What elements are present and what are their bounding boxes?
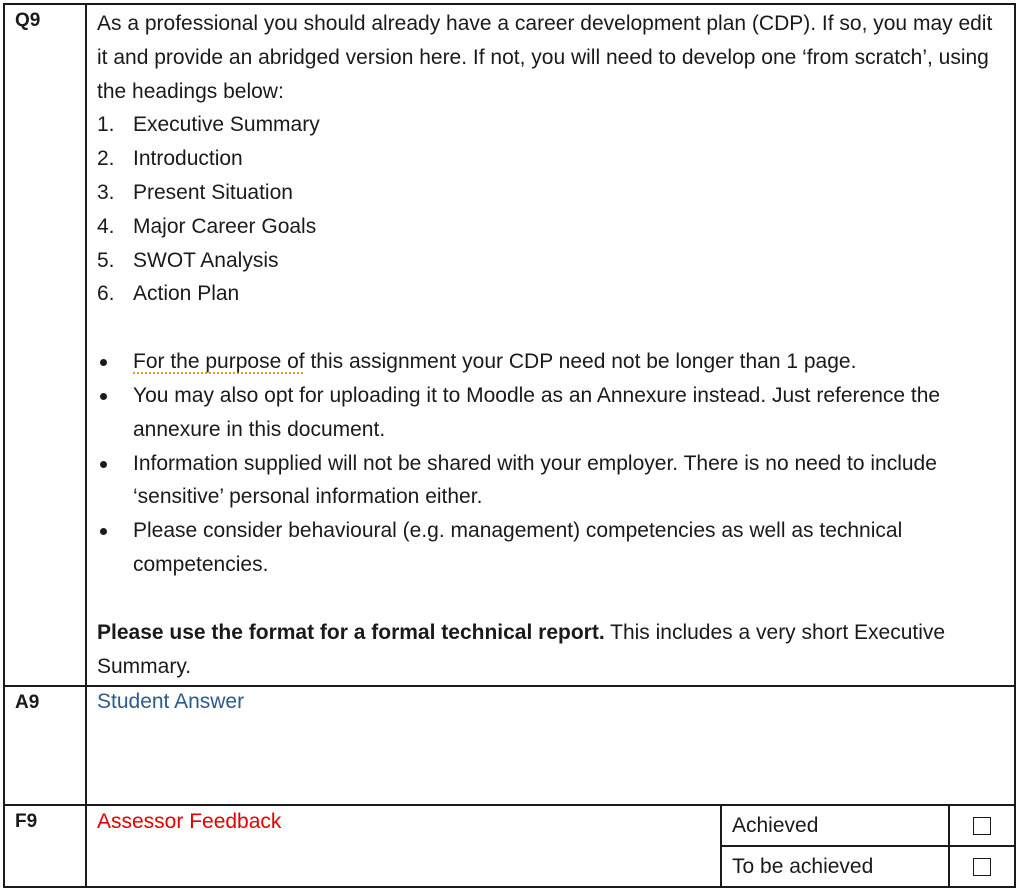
list-item-text: Action Plan	[133, 282, 240, 306]
list-number: 1.	[97, 113, 115, 137]
bullet-item	[97, 345, 1004, 379]
achieved-checkbox[interactable]	[973, 817, 991, 835]
bullet-text: You may also opt for uploading it to Moodle as an Annexure instead. Just reference the annexure in this document.	[133, 383, 941, 441]
list-number: 4.	[97, 214, 115, 238]
flagged-phrase: For the purpose of	[133, 350, 305, 374]
status-label: To be achieved	[732, 854, 874, 878]
status-check-cell	[948, 806, 1014, 845]
answer-row	[4, 686, 1015, 805]
answer-cell[interactable]	[86, 686, 1015, 805]
question-row	[4, 4, 1015, 686]
bullet-icon	[100, 393, 107, 400]
bullet-item	[97, 514, 1004, 582]
achievement-status	[720, 806, 1014, 886]
bullet-icon	[100, 359, 107, 366]
feedback-wrap	[87, 806, 1014, 886]
bullet-item	[97, 379, 1004, 447]
headings-list	[97, 108, 1004, 311]
bullet-icon	[100, 528, 107, 535]
list-number: 6.	[97, 282, 115, 306]
to-be-achieved-checkbox[interactable]	[973, 858, 991, 876]
status-to-be-achieved	[722, 845, 1014, 886]
bullet-text: this assignment your CDP need not be longer than 1 page.	[304, 350, 857, 374]
status-achieved	[722, 806, 1014, 845]
list-number: 3.	[97, 180, 115, 204]
list-item-text: Executive Summary	[133, 113, 320, 137]
assessor-feedback-field[interactable]: Assessor Feedback	[97, 810, 282, 833]
question-intro: As a professional you should already have a career development plan (CDP). If so, you may edit it and provide an abridged version here. If not, you will need to develop one ‘from scratch’, using the headings below:	[97, 12, 993, 103]
question-label: Q9	[4, 4, 86, 686]
spacer	[97, 582, 1004, 616]
answer-label: A9	[4, 686, 86, 805]
feedback-row	[4, 805, 1015, 887]
student-answer-field[interactable]: Student Answer	[97, 690, 245, 713]
format-bold: Please use the format for a formal technical report.	[97, 620, 605, 644]
list-item-text: Present Situation	[133, 180, 293, 204]
guidance-bullets	[97, 345, 1004, 582]
spacer	[97, 311, 1004, 345]
list-number: 5.	[97, 248, 115, 272]
bullet-item	[97, 447, 1004, 515]
list-item	[97, 142, 1004, 176]
list-item	[97, 277, 1004, 311]
bullet-text: Please consider behavioural (e.g. management) competencies as well as technical competencies.	[133, 519, 903, 576]
format-instruction	[97, 616, 1004, 684]
list-item	[97, 108, 1004, 142]
list-item	[97, 244, 1004, 278]
status-check-cell	[948, 847, 1014, 886]
feedback-label: F9	[4, 805, 86, 887]
list-item-text: SWOT Analysis	[133, 248, 279, 272]
bullet-icon	[100, 461, 107, 468]
list-item	[97, 210, 1004, 244]
feedback-cell	[86, 805, 1015, 887]
list-number: 2.	[97, 147, 115, 171]
list-item-text: Introduction	[133, 147, 243, 171]
list-item-text: Major Career Goals	[133, 214, 317, 238]
question-content	[86, 4, 1015, 686]
status-label: Achieved	[732, 813, 819, 837]
bullet-text: Information supplied will not be shared with your employer. There is no need to include ‘sensitive’ personal information either.	[133, 451, 937, 509]
format-rest: This includes a very short Executive Summary.	[97, 620, 946, 678]
question-table	[3, 3, 1016, 888]
list-item	[97, 176, 1004, 210]
